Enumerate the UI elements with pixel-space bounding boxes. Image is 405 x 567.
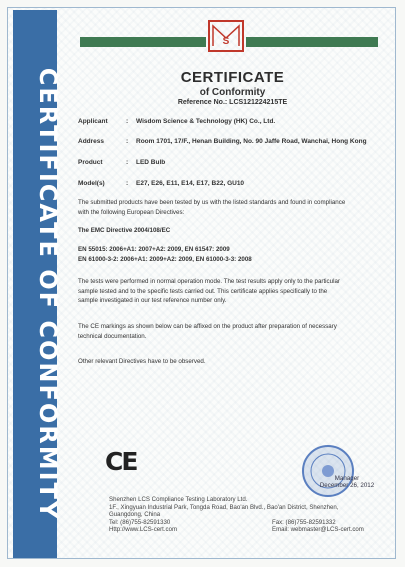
lcs-logo-icon [208,20,244,52]
ce-text: The CE markings as shown below can be affixed on the product after preparation of necessary technical documentation. [78,323,337,340]
header-bar-left [80,37,206,47]
ce-mark-icon: CE [105,447,137,476]
signature-block: Manager December 26, 2012 [319,475,375,489]
header-bar-right [246,37,378,47]
reference-number: Reference No.: LCS121224215TE [177,99,288,106]
certificate-subtitle: of Conformity [199,87,266,98]
certificate-page: CERTIFICATE OF CONFORMITY S CERTIFICATE of Conformity Reference No.: LCS121224215TE Applicant : Wisdom Science & Technology (HK) Co., Ltd. Address : Room 1701, 17/F., Henan Building, No. 90 Jaffe Road, Wanchai, Hong Kong Product : LED Bulb Model(s) : E27, E26, E11, E14, E17, B22, GU10 The submitted products have been tested by us with the listed standards and found in compliance with the following European Directives: The EMC Directive 2004/108/EC EN 55015: 2006+A1: 2007+A2: 2009, EN 61547: 2009 EN 61000-3-2: 2006+A1: 2009+A2: 2009, EN 61000-3-3: 2008 The tests were performed in normal operation mode. The test results apply only to the particular sample tested and to the specific tests carried out. This certificate applies specifically to the sample investigated in our test reference number only. The CE markings as shown below can be affixed on the product after preparation of necessary technical documentation. Other relevant Directives have to be observed. CE Manager December 26, 2012 Shenzhen LCS Compliance Testing Laboratory Ltd. 1F., Xingyuan Industrial Park, Tongda Road, Bao'an Blvd., Bao'an District, Shenzhen, Guangdong, China Tel: (86)755-82591330 Fax: (86)755-82591332 Http://www.LCS-cert.com Email: webmaster@LCS-cert.com [0,0,405,567]
sidebar-title: CERTIFICATE OF CONFORMITY [34,67,62,521]
svg-text:S: S [222,36,230,47]
standards: EN 55015: 2006+A1: 2007+A2: 2009, EN 61547: 2009 EN 61000-3-2: 2006+A1: 2009+A2: 2009, EN 61000-3-3: 2008 [78,246,252,263]
tests-text: The tests were performed in normal operation mode. The test results apply only to the particular sample tested and to the specific tests carried out. This certificate applies specifically to the sample investigated in our test reference number only. [78,278,340,304]
sidebar-banner [13,10,62,558]
footer: Shenzhen LCS Compliance Testing Laboratory Ltd. 1F., Xingyuan Industrial Park, Tongda Road, Bao'an Blvd., Bao'an District, Shenzhen, Guangdong, China Tel: (86)755-82591330 Fax: (86)755-82591332 Http://www.LCS-cert.com Email: webmaster@LCS-cert.com [109,496,364,533]
certificate-title: CERTIFICATE [180,69,285,86]
company-seal-icon [301,444,355,498]
directive: The EMC Directive 2004/108/EC [78,227,171,234]
other-directives: Other relevant Directives have to be observed. [78,358,206,365]
intro-text: The submitted products have been tested by us with the listed standards and found in compliance with the following European Directives: [78,199,346,216]
